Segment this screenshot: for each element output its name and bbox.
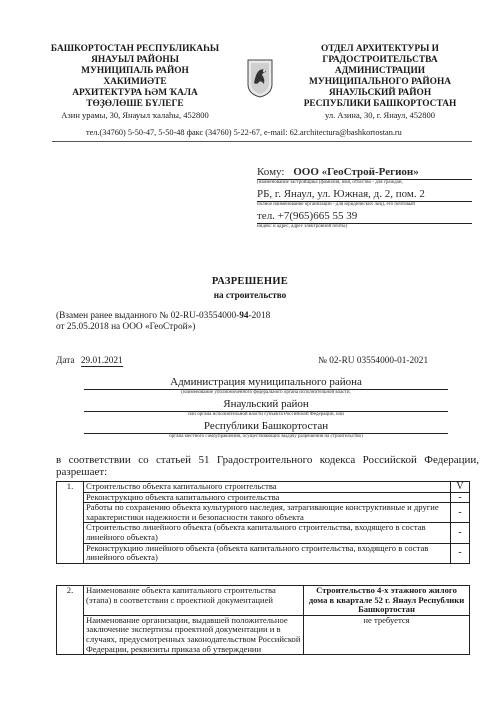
coat-of-arms-emblem xyxy=(247,58,273,98)
date-value: 29.01.2021 xyxy=(80,356,123,366)
replacement-prefix: (Взамен ранее выданного № 02-RU-03554000- xyxy=(56,311,240,321)
issuer-line-2: Янаульский район xyxy=(84,398,448,412)
issuer-hint-2: или органа исполнительной власти субъекта Российской Федерации, или xyxy=(188,412,344,417)
row-number: 2. xyxy=(57,586,84,655)
table-row xyxy=(57,543,470,563)
header-left-line: АРХИТЕКТУРА ҺӘМ ҠАЛА xyxy=(72,88,198,98)
header-divider xyxy=(52,141,472,142)
issuer-hint-1: (наименование уполномоченного федерального органа исполнительной власти, xyxy=(181,390,351,395)
work-type-mark: - xyxy=(451,523,470,543)
recipient-name: ООО «ГеоСтрой-Регион» xyxy=(293,166,419,178)
header-right-line: ГРАДОСТРОИТЕЛЬСТВА xyxy=(322,55,438,65)
work-type-text: Строительство объекта капитального строительства xyxy=(84,482,451,493)
work-type-mark: - xyxy=(451,492,470,503)
permit-table-details xyxy=(56,585,470,655)
header-left-address: Азин урамы, 30, Янауыл ҡалаһы, 452800 xyxy=(61,110,209,120)
work-type-text: Реконструкцию объекта капитального строительства xyxy=(84,492,451,503)
document-subtitle: на строительство xyxy=(213,290,287,300)
date-label: Дата xyxy=(56,356,75,366)
recipient-address: РБ, г. Янаул, ул. Южная, д. 2, пом. 2 xyxy=(257,188,472,202)
issuer-line-1: Администрация муниципального района xyxy=(84,376,448,390)
recipient-name-line xyxy=(257,166,472,180)
object-name-label: Наименование объекта капитального строительства (этапа) в соответствии с проектной документацией xyxy=(84,586,304,616)
expertise-org-label: Наименование организации, выдавшей положительное заключение экспертизы проектной документации и в случаях, предусмотренных законодательством Российской Федерации, реквизиты приказа об утверждении xyxy=(84,615,304,654)
table-row xyxy=(57,492,470,503)
issuer-line-3: Республики Башкортостан xyxy=(84,420,448,434)
replacement-suffix: -2018 xyxy=(248,311,271,321)
work-type-mark: V xyxy=(451,482,470,493)
work-type-mark: - xyxy=(451,503,470,523)
header-right-line: АДМИНИСТРАЦИИ xyxy=(334,66,426,76)
issuer-hint-3: органа местного самоуправления, осуществляющих выдачу разрешения на строительство) xyxy=(169,434,363,439)
recipient-phone-hint: индекс и адрес, адрес электронной почты) xyxy=(257,224,348,229)
work-type-text: Строительство линейного объекта (объекта капитального строительства, входящего в состав линейного объекта) xyxy=(84,523,451,543)
work-type-text: Работы по сохранению объекта культурного наследия, затрагивающие конструктивные и другие характеристики надежности и безопасности такого объекта xyxy=(84,503,451,523)
replacement-note xyxy=(56,311,356,333)
header-right-address: ул. Азина, 30, г. Янаул, 452800 xyxy=(325,110,435,120)
recipient-address-hint: полное наименование организации - для юридических лиц), его почтовый xyxy=(257,202,415,207)
work-type-text: Реконструкцию линейного объекта (объекта капитального строительства, входящего в состав линейного объекта) xyxy=(84,543,451,563)
row-number: 1. xyxy=(57,482,84,564)
replacement-line-2: от 25.05.2018 на ООО «ГеоСтрой») xyxy=(56,322,196,332)
table-row xyxy=(57,615,470,654)
permit-number: № 02-RU 03554000-01-2021 xyxy=(318,356,429,366)
header-right-line: РЕСПУБЛИКИ БАШКОРТОСТАН xyxy=(303,99,457,109)
table-row xyxy=(57,523,470,543)
recipient-phone: тел. +7(965)665 55 39 xyxy=(257,210,472,224)
header-right xyxy=(280,44,480,121)
header-right-line: ОТДЕЛ АРХИТЕКТУРЫ И xyxy=(321,44,439,54)
recipient-name-hint: (наименование застройщика (фамилия, имя, отчество - для граждан, xyxy=(257,180,403,185)
header-left-line: ЯНАУЫЛ РАЙОНЫ xyxy=(91,55,179,65)
replacement-bold-part: 94 xyxy=(239,311,249,321)
header-right-line: МУНИЦИПАЛЬНОГО РАЙОНА xyxy=(308,77,452,87)
legal-basis: в соответствии со статьей 51 Градостроительного кодекса Российской Федерации, разрешает: xyxy=(56,454,479,478)
table-row xyxy=(57,482,470,493)
permit-table xyxy=(56,481,470,564)
object-name-value: Строительство 4-х этажного жилого дома в квартале 52 г. Янаул Республики Башкортостан xyxy=(304,586,470,616)
work-type-mark: - xyxy=(451,543,470,563)
recipient-to-label: Кому: xyxy=(257,166,285,178)
header-left-line: ТӨҘӨЛӨШЕ БҮЛЕГЕ xyxy=(86,99,184,109)
table-row xyxy=(57,503,470,523)
header-right-line: ЯНАУЛЬСКИЙ РАЙОН xyxy=(328,88,432,98)
header-left xyxy=(30,44,240,121)
expertise-org-value: не требуется xyxy=(304,615,470,654)
header-contacts: тел.(34760) 5-50-47, 5-50-48 факс (34760) 5-22-67, e-mail: 62.architectura@bashkortostan.ru xyxy=(86,128,402,137)
issuer-block xyxy=(56,376,476,440)
header-left-line: МУНИЦИПАЛЬ РАЙОН xyxy=(81,66,189,76)
replacement-line-1 xyxy=(56,311,356,322)
header-left-line: БАШКОРТОСТАН РЕСПУБЛИКАҺЫ xyxy=(50,44,220,54)
header-left-line: ХАКИМИӘТЕ xyxy=(103,77,167,87)
date-row xyxy=(56,356,123,367)
document-title: РАЗРЕШЕНИЕ xyxy=(211,276,289,287)
table-row xyxy=(57,586,470,616)
recipient-block xyxy=(257,166,472,230)
